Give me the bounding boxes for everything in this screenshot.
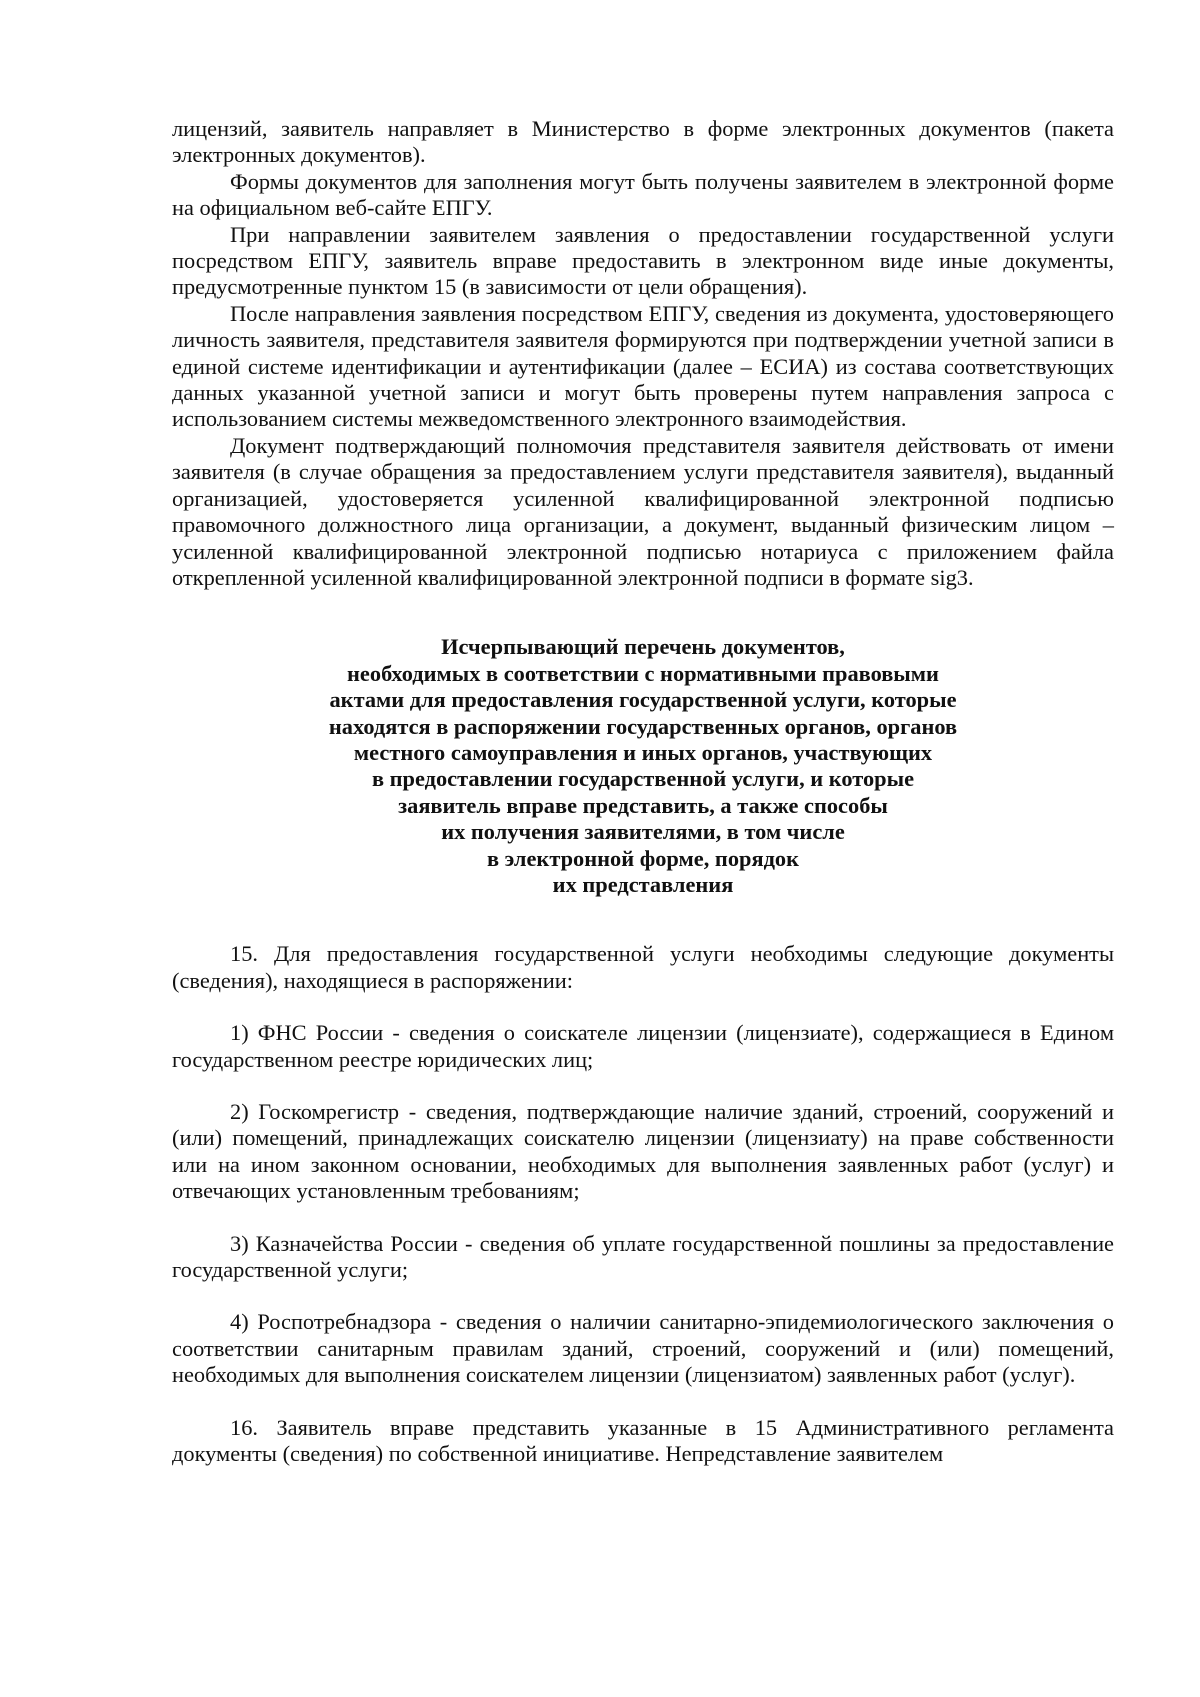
spacer: [172, 1389, 1114, 1415]
paragraph-continuation: лицензий, заявитель направляет в Министерство в форме электронных документов (пакета электронных документов).: [172, 116, 1114, 168]
document-body: [172, 116, 1114, 1467]
heading-line: актами для предоставления государственной услуги, которые: [329, 687, 957, 713]
paragraph-representative-authority: Документ подтверждающий полномочия представителя заявителя действовать от имени заявителя (в случае обращения за предоставлением услуги представителя заявителя), выданный организацией, удостоверяется усиленной квалифицированной электронной подписью правомочного должностного лица организации, а документ, выданный физическим лицом – усиленной квалифицированной электронной подписью нотариуса с приложением файла открепленной усиленной квалифицированной электронной подписи в формате sig3.: [172, 432, 1114, 590]
heading-line: необходимых в соответствии с нормативными правовыми: [347, 660, 939, 686]
heading-line: Исчерпывающий перечень документов,: [441, 634, 845, 660]
spacer: [172, 898, 1114, 941]
heading-line: их представления: [552, 871, 734, 897]
heading-line: заявитель вправе представить, а также способы: [398, 792, 888, 818]
heading-line: находятся в распоряжении государственных органов, органов: [328, 713, 958, 739]
list-item-treasury: 3) Казначейства России - сведения об уплате государственной пошлины за предоставление государственной услуги;: [172, 1230, 1114, 1283]
heading-line: в электронной форме, порядок: [486, 845, 800, 871]
list-item-goskomregistr: 2) Госкомрегистр - сведения, подтверждающие наличие зданий, строений, сооружений и (или) помещений, принадлежащих соискателю лицензии (лицензиату) на праве собственности или на ином законном основании, необходимых для выполнения заявленных работ (услуг) и отвечающих установленным требованиям;: [172, 1099, 1114, 1204]
section-heading: [172, 634, 1114, 898]
list-item-fns: 1) ФНС России - сведения о соискателе лицензии (лицензиате), содержащиеся в Едином государственном реестре юридических лиц;: [172, 1020, 1114, 1072]
spacer: [172, 1205, 1114, 1231]
paragraph-item-16: 16. Заявитель вправе представить указанные в 15 Административного регламента документы (сведения) по собственной инициативе. Непредставление заявителем: [172, 1414, 1114, 1467]
list-item-rospotrebnadzor: 4) Роспотребнадзора - сведения о наличии санитарно-эпидемиологического заключения о соответствии санитарным правилам зданий, строений, сооружений и (или) помещений, необходимых для выполнения соискателем лицензии (лицензиатом) заявленных работ (услуг).: [172, 1309, 1114, 1388]
paragraph-forms: Формы документов для заполнения могут быть получены заявителем в электронной форме на официальном веб-сайте ЕПГУ.: [172, 168, 1114, 221]
paragraph-esia: После направления заявления посредством ЕПГУ, сведения из документа, удостоверяющего личность заявителя, представителя заявителя формируются при подтверждении учетной записи в единой системе идентификации и аутентификации (далее – ЕСИА) из состава соответствующих данных указанной учетной записи и могут быть проверены путем направления запроса с использованием системы межведомственного электронного взаимодействия.: [172, 300, 1114, 432]
spacer: [172, 994, 1114, 1020]
spacer: [172, 1073, 1114, 1099]
paragraph-item-15: 15. Для предоставления государственной услуги необходимы следующие документы (сведения), находящиеся в распоряжении:: [172, 941, 1114, 993]
heading-line: их получения заявителями, в том числе: [441, 819, 845, 845]
heading-line: местного самоуправления и иных органов, участвующих: [353, 739, 933, 765]
spacer: [172, 1283, 1114, 1309]
paragraph-epgu-submission: При направлении заявителем заявления о предоставлении государственной услуги посредством ЕПГУ, заявитель вправе предоставить в электронном виде иные документы, предусмотренные пунктом 15 (в зависимости от цели обращения).: [172, 221, 1114, 300]
heading-line: в предоставлении государственной услуги, и которые: [371, 766, 915, 792]
